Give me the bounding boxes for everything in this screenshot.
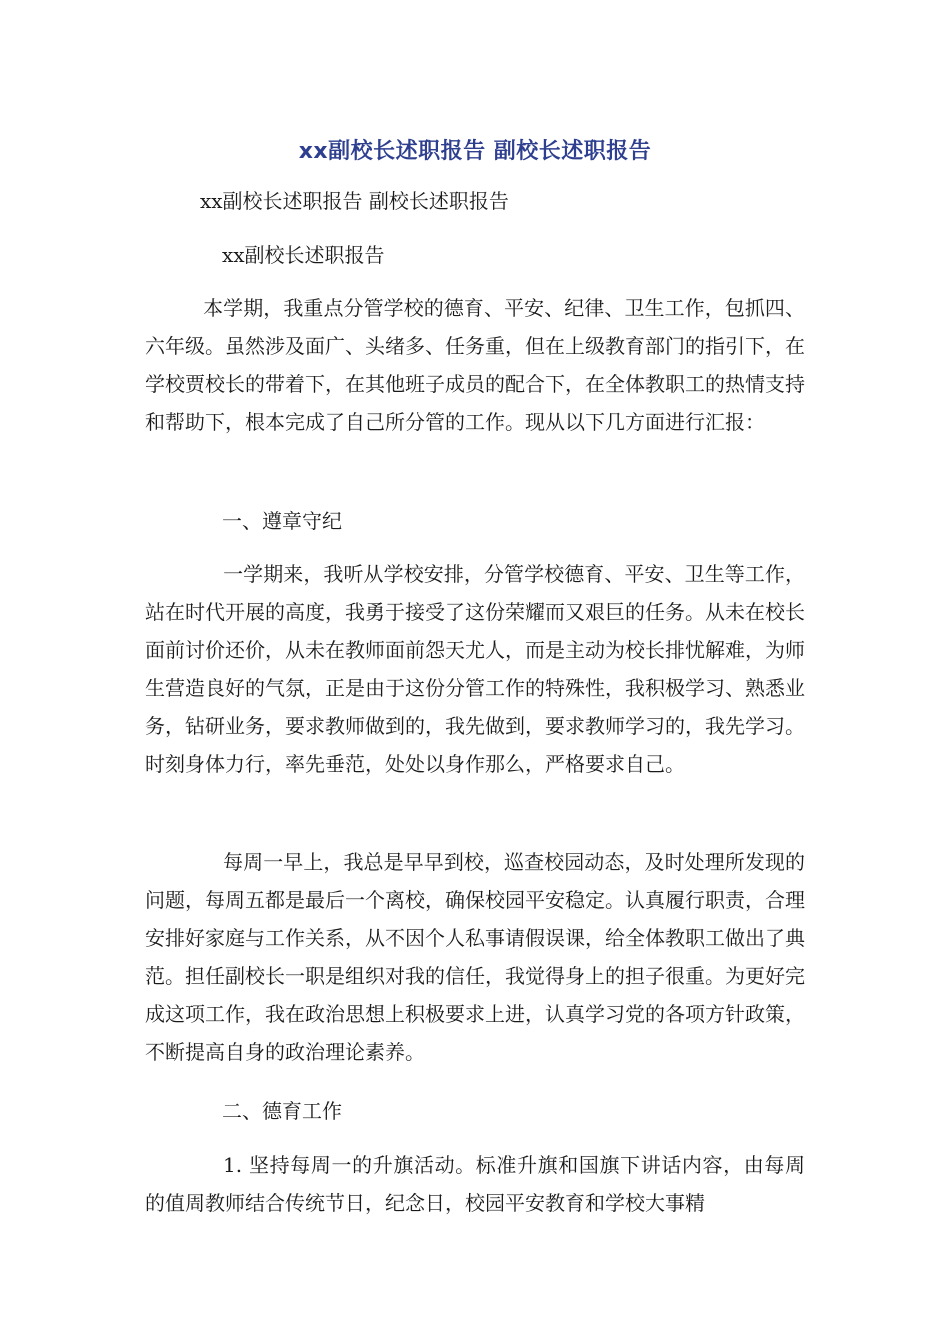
intro-paragraph-text: 本学期，我重点分管学校的德育、平安、纪律、卫生工作，包抓四、六年级。虽然涉及面广、头绪多、任务重，但在上级教育部门的指引下，在学校贾校长的带着下，在其他班子成员的配合下，在全体教职工的热情支持和帮助下，根本完成了自己所分管的工作。现从以下几方面进行汇报： [145,296,805,434]
section1-paragraph-1-text: 一学期来，我听从学校安排，分管学校德育、平安、卫生等工作，站在时代开展的高度，我勇于接受了这份荣耀而又艰巨的任务。从未在校长面前讨价还价，从未在教师面前怨天尤人，而是主动为校长排忧解难，为师生营造良好的气氛，正是由于这份分管工作的特殊性，我积极学习、熟悉业务，钻研业务，要求教师做到的，我先做到，要求教师学习的，我先学习。时刻身体力行，率先垂范，处处以身作那么，严格要求自己。 [145,562,805,776]
section1-paragraph-2 [145,843,805,1071]
section2-paragraph-1 [145,1146,805,1222]
section-heading-1: 一、遵章守纪 [222,509,342,533]
document-title: xx副校长述职报告 副校长述职报告 [298,139,652,164]
intro-paragraph [145,289,805,441]
section-heading-2: 二、德育工作 [222,1099,342,1123]
section1-paragraph-1 [145,555,805,783]
section2-paragraph-1-text: 1. 坚持每周一的升旗活动。标准升旗和国旗下讲话内容，由每周的值周教师结合传统节日，纪念日，校园平安教育和学校大事精 [145,1153,805,1215]
document-subheading: xx副校长述职报告 [222,243,385,267]
document-subtitle: xx副校长述职报告 副校长述职报告 [200,189,509,213]
section1-paragraph-2-text: 每周一早上，我总是早早到校，巡查校园动态，及时处理所发现的问题，每周五都是最后一个离校，确保校园平安稳定。认真履行职责，合理安排好家庭与工作关系，从不因个人私事请假误课，给全体教职工做出了典范。担任副校长一职是组织对我的信任，我觉得身上的担子很重。为更好完成这项工作，我在政治思想上积极要求上进，认真学习党的各项方针政策，不断提高自身的政治理论素养。 [145,850,805,1064]
